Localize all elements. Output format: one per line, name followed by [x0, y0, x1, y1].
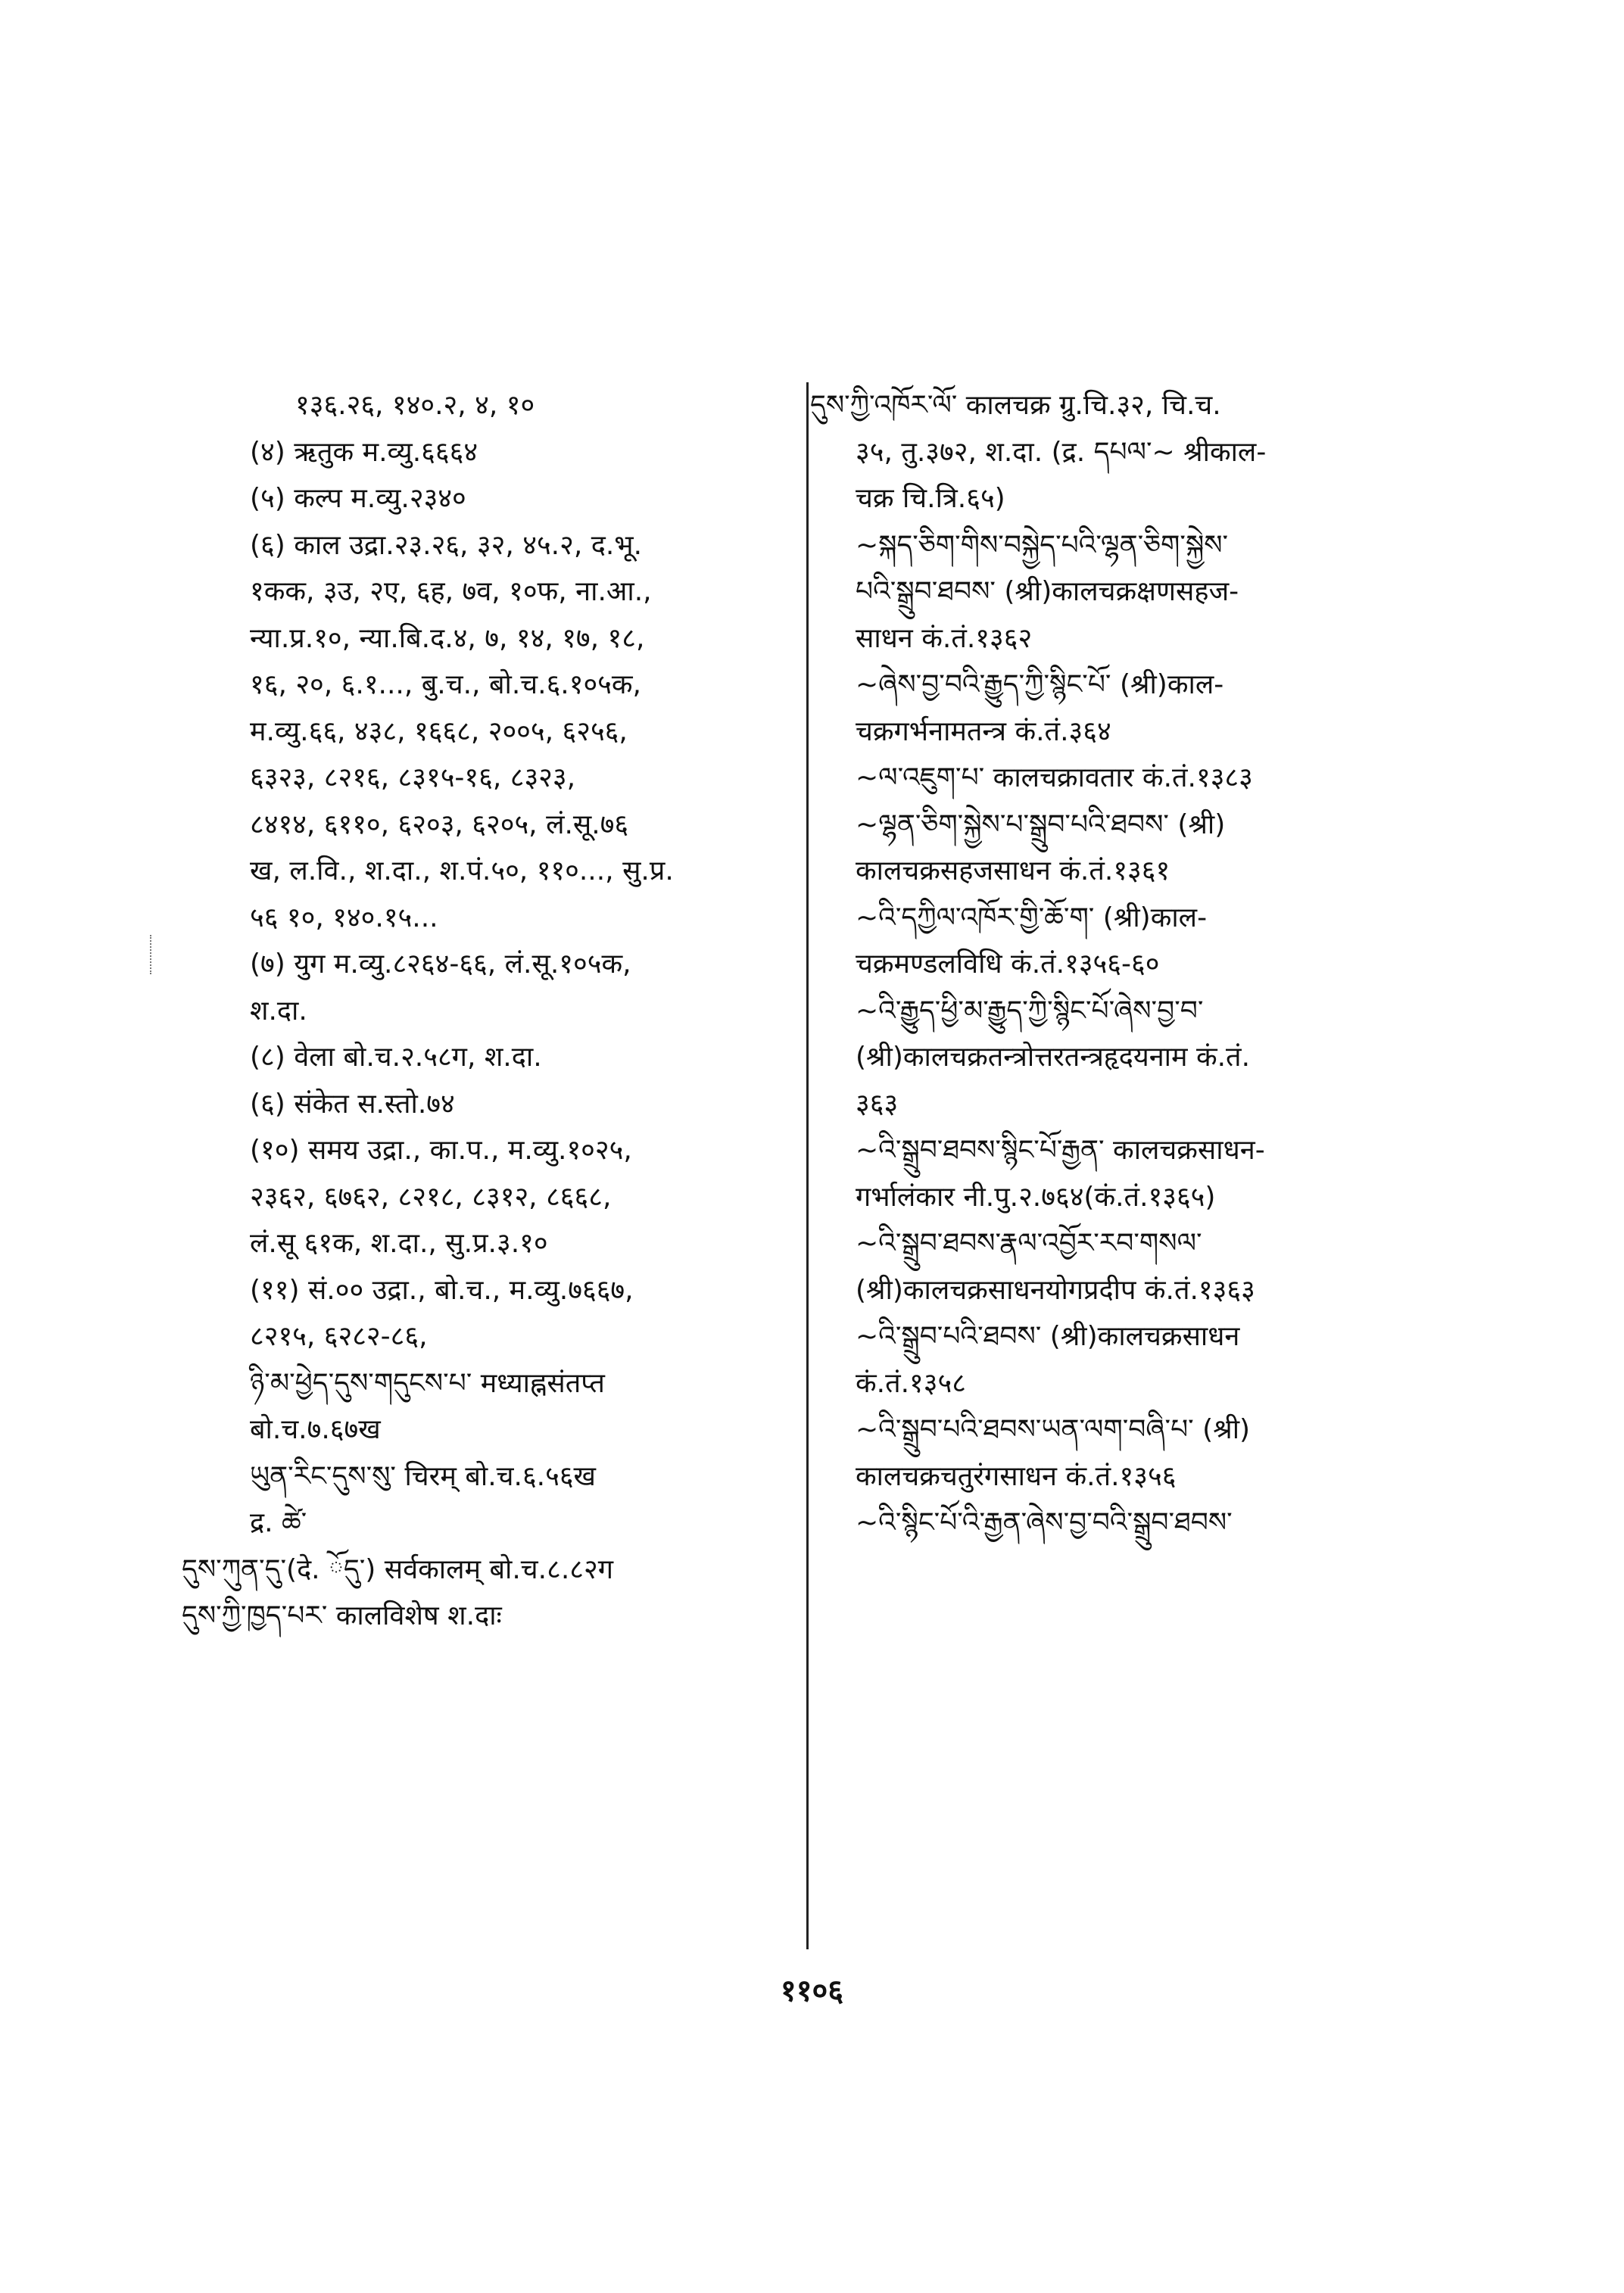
entry-headword-line: ~འི་སྒྲུབ་ཐབས་རྣལ་འབྱོར་རབ་གསལ་ [856, 1228, 1202, 1259]
entry-line: चक्र चि.त्रि.६५) [856, 483, 1005, 514]
column-divider [806, 382, 809, 1949]
entry-line: चक्रगर्भनामतन्त्र कं.तं.३६४ [856, 715, 1111, 747]
entry-line: ५६ १०, १४०.१५... [250, 902, 438, 933]
entry-line: (श्री)कालचक्रसाधनयोगप्रदीप कं.तं.१३६३ [856, 1274, 1255, 1306]
entry-line: १३६.२६, १४०.२, ४, १० [295, 390, 535, 421]
entry-headword-line: དུས་ཀུན་དུ་(दे. ོདུ་) सर्वकालम् बो.च.८.८२ग [182, 1553, 613, 1585]
entry-line: པའི་སྒྲུབ་ཐབས་ (श्री)कालचक्रक्षणसहज- [856, 576, 1239, 607]
entry-line: ६३२३, ८२१६, ८३१५-१६, ८३२३, [250, 762, 576, 793]
entry-line: १कक, ३उ, २ए, ६ह, ७व, १०फ, ना.आ., [250, 576, 652, 607]
entry-line: कालचक्रचतुरंगसाधन कं.तं.१३५६ [856, 1460, 1177, 1492]
entry-line: २३६२, ६७६२, ८२१८, ८३१२, ८६६८, [250, 1181, 612, 1213]
entry-line: लं.सू ६१क, श.दा., सु.प्र.३.१० [250, 1228, 548, 1259]
entry-line: श.दा. [250, 995, 307, 1027]
entry-line: (५) कल्प म.व्यु.२३४० [250, 483, 466, 514]
entry-line: (१०) समय उद्रा., का.प., म.व्यु.१०२५, [250, 1135, 632, 1166]
entry-line: म.व्यु.६६, ४३८, १६६८, २००५, ६२५६, [250, 715, 628, 747]
entry-line: (८) वेला बो.च.२.५८ग, श.दा. [250, 1042, 542, 1073]
entry-headword-line: ~ལ་འཇུག་པ་ कालचक्रावतार कं.तं.१३८३ [856, 762, 1253, 793]
entry-line: (४) ऋतुक म.व्यु.६६६४ [250, 436, 478, 468]
entry-line: कं.तं.१३५८ [856, 1367, 966, 1399]
entry-line: ३५, तु.३७२, श.दा. (द्र. དཔལ་~ श्रीकाल- [856, 436, 1267, 468]
entry-headword-line: ~འི་སྒྲུབ་པའི་ཐབས་ཡན་ལག་བཞི་པ་ (श्री) [856, 1414, 1251, 1445]
entry-line: (श्री)कालचक्रतन्त्रोत्तरतन्त्रहृदयनाम कं.तं. [856, 1042, 1251, 1073]
entry-line: ८४१४, ६११०, ६२०३, ६२०५, लं.सू.७६ [250, 808, 629, 840]
entry-headword-line: ~ལྷན་ཅིག་སྐྱེས་པ་སྒྲུབ་པའི་ཐབས་ (श्री) [856, 808, 1226, 840]
entry-headword-line: ~འི་སྒྲུབ་ཐབས་སྙིང་པོ་རྒྱན་ कालचक्रसाधन- [856, 1135, 1265, 1166]
entry-line: ख, ल.वि., श.दा., श.पं.५०, ११०..., सु.प्र. [250, 855, 674, 886]
entry-line: (६) काल उद्रा.२३.२६, ३२, ४५.२, द.भू. [250, 529, 643, 561]
entry-line: बो.च.७.६७ख [250, 1414, 381, 1445]
entry-line: ८२१५, ६२८२-८६, [250, 1321, 428, 1352]
entry-line: ३६३ [856, 1088, 899, 1120]
page-number: ११०६ [780, 1974, 844, 2008]
entry-headword-line: ~འི་དཀྱིལ་འཁོར་གྱི་ཆོ་ག་ (श्री)काल- [856, 902, 1208, 933]
left-column [182, 382, 803, 1640]
margin-mark [150, 935, 154, 974]
right-column [810, 382, 1476, 1547]
entry-headword-line: ཡུན་རིང་དུས་སུ་ चिरम् बो.च.६.५६ख [250, 1460, 596, 1492]
entry-line: (११) सं.०० उद्रा., बो.च., म.व्यु.७६६७, [250, 1274, 634, 1306]
entry-line: १६, २०, ६.१..., बु.च., बो.च.६.१०५क, [250, 669, 641, 700]
entry-headword-line: ~འི་སྙིང་པོ་འི་རྒྱན་ཞེས་བྱ་བའི་སྒྲུབ་ཐབས་ [856, 1507, 1233, 1538]
entry-headword-line: ~ཞེས་བྱ་བའི་རྒྱུད་ཀྱི་སྙིང་པོ་ (श्री)काल- [856, 669, 1224, 700]
entry-line: कालचक्रसहजसाधन कं.तं.१३६१ [856, 855, 1170, 886]
entry-headword-line: དུས་ཀྱི་འཁོར་ལོ་ कालचक्र ग्रु.चि.३२, चि.च. [810, 390, 1221, 421]
entry-line: न्या.प्र.१०, न्या.बि.द.४, ७, १४, १७, १८, [250, 622, 645, 654]
entry-line: चक्रमण्डलविधि कं.तं.१३५६-६० [856, 949, 1160, 980]
entry-line: गर्भालंकार नी.पु.२.७६४(कं.तं.१३६५) [856, 1181, 1216, 1213]
entry-headword-line: དུས་ཀྱི་ཁྱད་པར་ कालविशेष श.दाः [182, 1600, 502, 1631]
entry-headword-line: ~སྐད་ཅིག་གིས་བསྐྱེད་པའི་ལྷན་ཅིག་སྐྱེས་ [856, 529, 1229, 561]
entry-line: साधन कं.तं.१३६२ [856, 622, 1033, 654]
entry-line: (६) संकेत स.स्तो.७४ [250, 1088, 455, 1120]
entry-headword-line: ཉི་མ་ཕྱེད་དུས་གདུངས་པ་ मध्याह्नसंतप्त [250, 1367, 605, 1399]
entry-headword-line: ~འི་རྒྱུད་ཕྱི་མ་རྒྱུད་ཀྱི་སྙིང་པོ་ཞེས་བྱ་བ་ [856, 995, 1204, 1027]
entry-line: द्र. ཚེ་ [250, 1507, 307, 1538]
entry-line: (७) युग म.व्यु.८२६४-६६, लं.सू.१०५क, [250, 949, 631, 980]
entry-headword-line: ~འི་སྒྲུབ་པའི་ཐབས་ (श्री)कालचक्रसाधन [856, 1321, 1240, 1352]
